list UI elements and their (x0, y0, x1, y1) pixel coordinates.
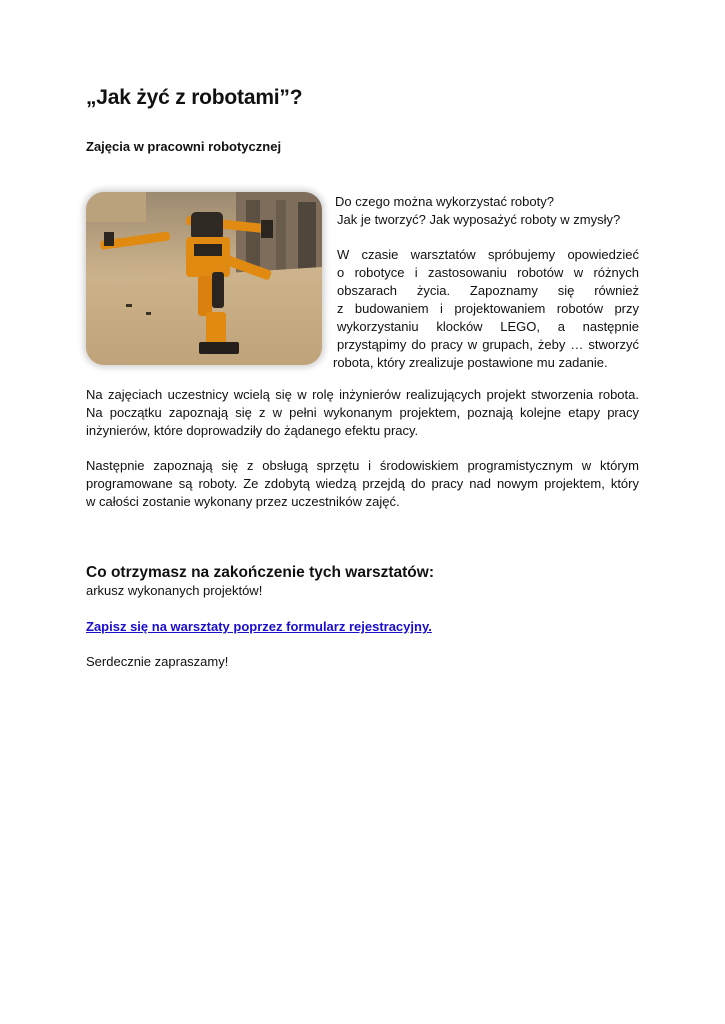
outcome-text: arkusz wykonanych projektów! (86, 583, 263, 598)
question-line: Do czego można wykorzystać roboty? (335, 194, 554, 209)
intro-side-text (333, 193, 639, 372)
robot-photo (86, 192, 322, 365)
workshop-description (333, 246, 639, 372)
text-line: przystąpimy do pracy w grupach, żeby … stworzyć (337, 337, 639, 352)
page-title: „Jak żyć z robotami”? (86, 86, 303, 109)
text-line: z budowaniem i projektowaniem robotów przy (337, 301, 639, 316)
registration-link[interactable]: Zapisz się na warsztaty poprzez formularz rejestracyjny. (86, 619, 432, 634)
closing-text: Serdecznie zapraszamy! (86, 654, 229, 669)
paragraph-engineers (86, 386, 639, 440)
text-line: Na początku zapoznają się z w pełni wykonanym projektem, poznają kolejne etapy pracy (86, 405, 639, 420)
text-line: Następnie zapoznają się z obsługą sprzętu i środowiskiem programistycznym w którym (86, 458, 639, 473)
outcome-heading: Co otrzymasz na zakończenie tych warsztatów: (86, 564, 434, 581)
text-line: o robotyce i zastosowaniu robotów w różnych (337, 265, 639, 280)
text-line: inżynierów, które doprowadziły do żądanego efektu pracy. (86, 423, 419, 438)
text-line: robota, który zrealizuje postawione mu zadanie. (333, 355, 608, 370)
text-line: wykorzystaniu klocków LEGO, a następnie (337, 319, 639, 334)
text-line: obszarach życia. Zapoznamy się również (337, 283, 639, 298)
paragraph-programming (86, 457, 639, 511)
text-line: programowane są roboty. Ze zdobytą wiedzą przejdą do pracy nad nowym projektem, który (86, 476, 639, 491)
question-line: Jak je tworzyć? Jak wyposażyć roboty w zmysły? (337, 212, 621, 227)
robot-photo-icon (86, 192, 322, 365)
text-line: Na zajęciach uczestnicy wcielą się w rolę inżynierów realizujących projekt stworzenia robota. (86, 387, 639, 402)
text-line: w całości zostanie wykonany przez uczestników zajęć. (86, 494, 400, 509)
text-line: W czasie warsztatów spróbujemy opowiedzieć (337, 247, 639, 262)
page-subtitle: Zajęcia w pracowni robotycznej (86, 139, 282, 154)
